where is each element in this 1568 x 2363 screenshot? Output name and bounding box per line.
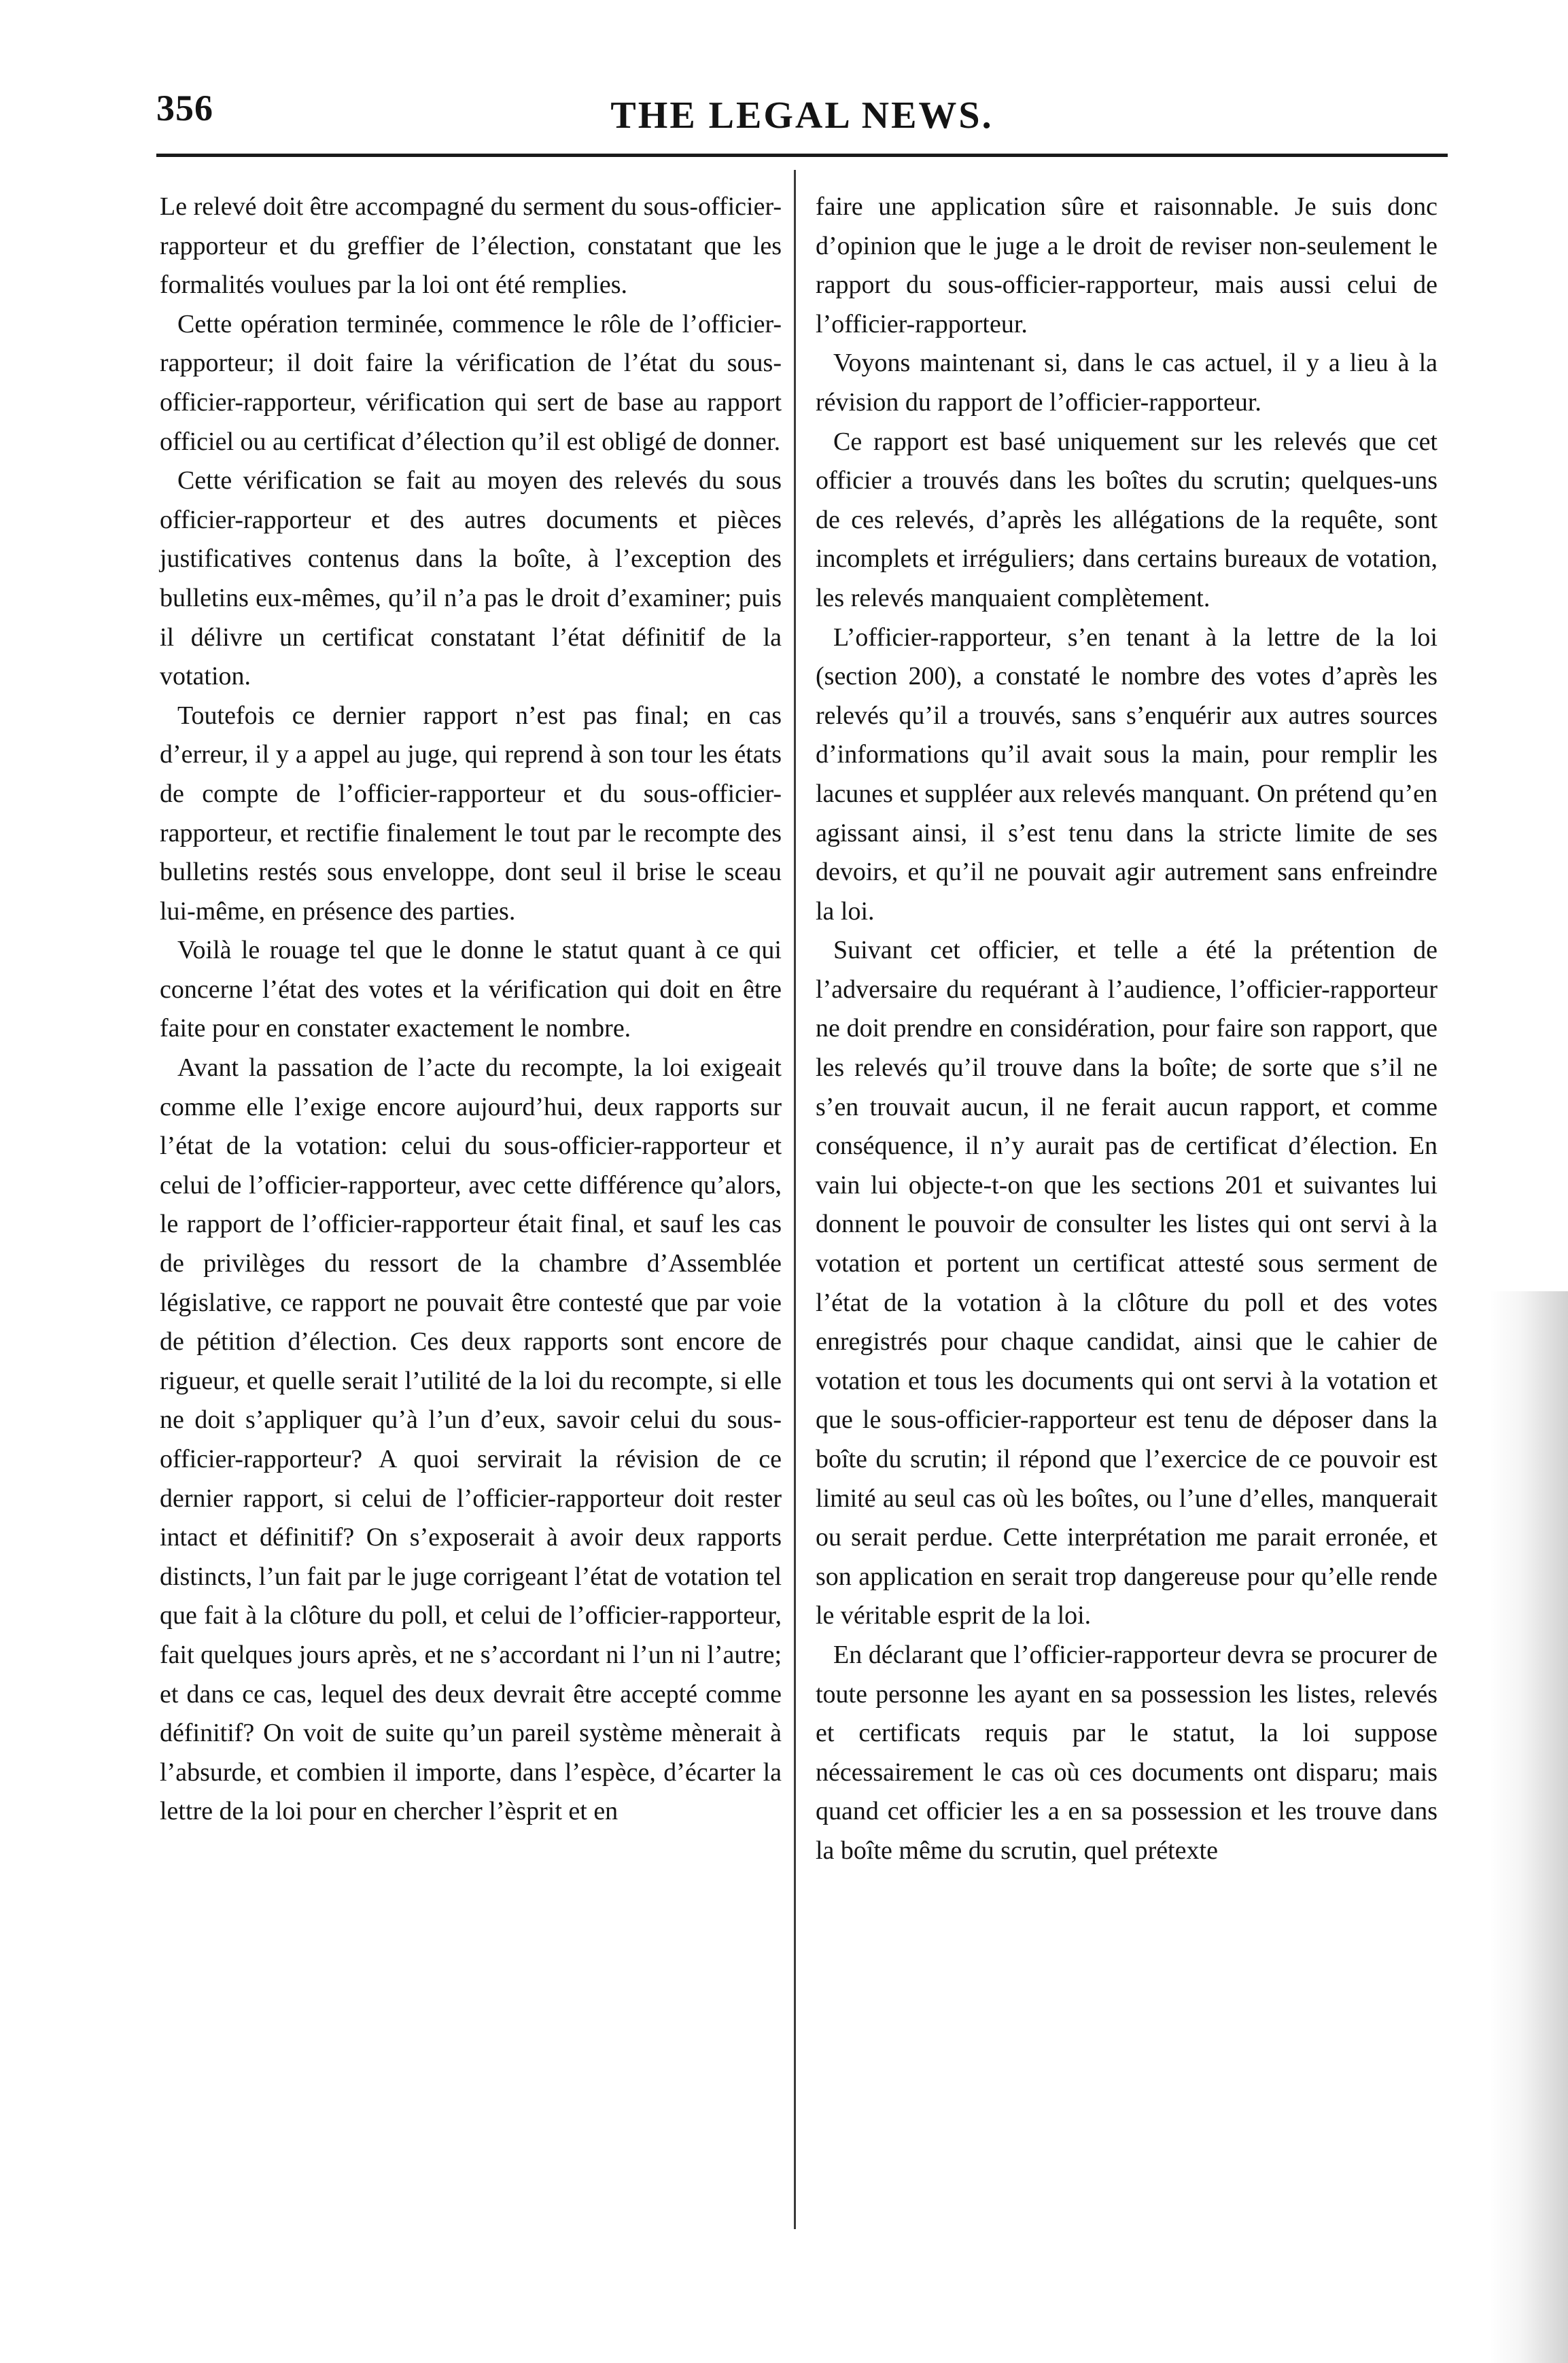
paragraph: Le relevé doit être accompagné du serment du sous-officier-rapporteur et du greffier de l’élection, constatant que les formalités voulues par la loi ont été remplies. bbox=[160, 192, 782, 300]
paragraph: L’officier-rapporteur, s’en tenant à la lettre de la loi (section 200), a constaté le nombre des votes d’après les relevés qu’il a trouvés, sans s’enquérir aux autres sources d’informations qu’il avait sous la main, pour remplir les lacunes et suppléer aux relevés manquant. On prétend qu’en agissant ainsi, il s’est tenu dans la stricte limite de ses devoirs, et qu’il ne pouvait agir autrement sans enfreindre la loi. bbox=[816, 623, 1438, 926]
paragraph: faire une application sûre et raisonnable. Je suis donc d’opinion que le juge a le droit de reviser non-seulement le rapport du sous-officier-rapporteur, mais aussi celui de l’officier-rapporteur. bbox=[816, 192, 1438, 338]
paragraph: Suivant cet officier, et telle a été la prétention de l’adversaire du requérant à l’audience, l’officier-rapporteur ne doit prendre en considération, pour faire son rapport, que les relevés qu’il trouve dans la boîte; de sorte que s’il ne s’en trouvait aucun, il ne ferait aucun rapport, et comme conséquence, il n’y aurait pas de certificat d’élection. En vain lui objecte-t-on que les sections 201 et suivantes lui donnent le pouvoir de consulter les listes qui ont servi à la votation et portent un certificat attesté sous serment de l’état de la votation à la clôture du poll et des votes enregistrés pour chaque candidat, ainsi que le cahier de votation et tous les documents qui ont servi à la votation et que le sous-officier-rapporteur est tenu de déposer dans la boîte du scrutin; il répond que l’exercice de ce pouvoir est limité au seul cas où les boîtes, ou l’une d’elles, manquerait ou serait perdue. Cette interprétation me parait erronée, et son application en serait trop dangereuse pour qu’elle rende le véritable esprit de la loi. bbox=[816, 936, 1438, 1630]
paragraph: Voyons maintenant si, dans le cas actuel, il y a lieu à la révision du rapport de l’officier-rapporteur. bbox=[816, 349, 1438, 417]
header-rule bbox=[156, 154, 1448, 157]
paragraph: Avant la passation de l’acte du recompte, la loi exigeait comme elle l’exige encore aujourd’hui, deux rapports sur l’état de la votation: celui du sous-officier-rapporteur et celui de l’officier-rapporteur, avec cette différence qu’alors, le rapport de l’officier-rapporteur était final, et sauf les cas de privilèges du ressort de la chambre d’Assemblée législative, ce rapport ne pouvait être contesté que par voie de pétition d’élection. Ces deux rapports sont encore de rigueur, et quelle serait l’utilité de la loi du recompte, si elle ne doit s’appliquer qu’à l’un d’eux, savoir celui du sous-officier-rapporteur? A quoi servirait la révision de ce dernier rapport, si celui de l’officier-rapporteur doit rester intact et définitif? On s’exposerait à avoir deux rapports distincts, l’un fait par le juge corrigeant l’état de votation tel que fait à la clôture du poll, et celui de l’officier-rapporteur, fait quelques jours après, et ne s’accordant ni l’un ni l’autre; et dans ce cas, lequel des deux devrait être accepté comme définitif? On voit de suite qu’un pareil système mènerait à l’absurde, et combien il importe, dans l’espèce, d’écarter la lettre de la loi pour en chercher l’èsprit et en bbox=[160, 1053, 782, 1826]
paragraph: Cette opération terminée, commence le rôle de l’officier-rapporteur; il doit faire la vérification de l’état du sous-officier-rapporteur, vérification qui sert de base au rapport officiel ou au certificat d’élection qu’il est obligé de donner. bbox=[160, 309, 782, 456]
paragraph: Toutefois ce dernier rapport n’est pas final; en cas d’erreur, il y a appel au juge, qui reprend à son tour les états de compte de l’officier-rapporteur et du sous-officier-rapporteur, et rectifie finalement le tout par le recompte des bulletins restés sous enveloppe, dont seul il brise le sceau lui-même, en présence des parties. bbox=[160, 701, 782, 926]
paragraph: Voilà le rouage tel que le donne le statut quant à ce qui concerne l’état des votes et la vérification qui doit en être faite pour en constater exactement le nombre. bbox=[160, 936, 782, 1043]
running-title: THE LEGAL NEWS. bbox=[610, 94, 994, 137]
page-header bbox=[156, 80, 1448, 155]
right-column bbox=[816, 188, 1438, 1871]
scan-edge-shadow bbox=[1488, 1291, 1568, 2363]
page-number: 356 bbox=[156, 88, 213, 128]
column-divider bbox=[794, 170, 796, 2229]
paragraph: Cette vérification se fait au moyen des relevés du sous officier-rapporteur et des autres documents et pièces justificatives contenus dans la boîte, à l’exception des bulletins eux-mêmes, qu’il n’a pas le droit d’examiner; puis il délivre un certificat constatant l’état définitif de la votation. bbox=[160, 466, 782, 691]
paragraph: Ce rapport est basé uniquement sur les relevés que cet officier a trouvés dans les boîtes du scrutin; quelques-uns de ces relevés, d’après les allégations de la requête, sont incomplets et irréguliers; dans certains bureaux de votation, les relevés manquaient complètement. bbox=[816, 427, 1438, 612]
left-column bbox=[160, 188, 782, 1832]
paragraph: En déclarant que l’officier-rapporteur devra se procurer de toute personne les ayant en sa possession les listes, relevés et certificats requis par le statut, la loi suppose nécessairement le cas où ces documents ont disparu; mais quand cet officier les a en sa possession et les trouve dans la boîte même du scrutin, quel prétexte bbox=[816, 1640, 1438, 1865]
